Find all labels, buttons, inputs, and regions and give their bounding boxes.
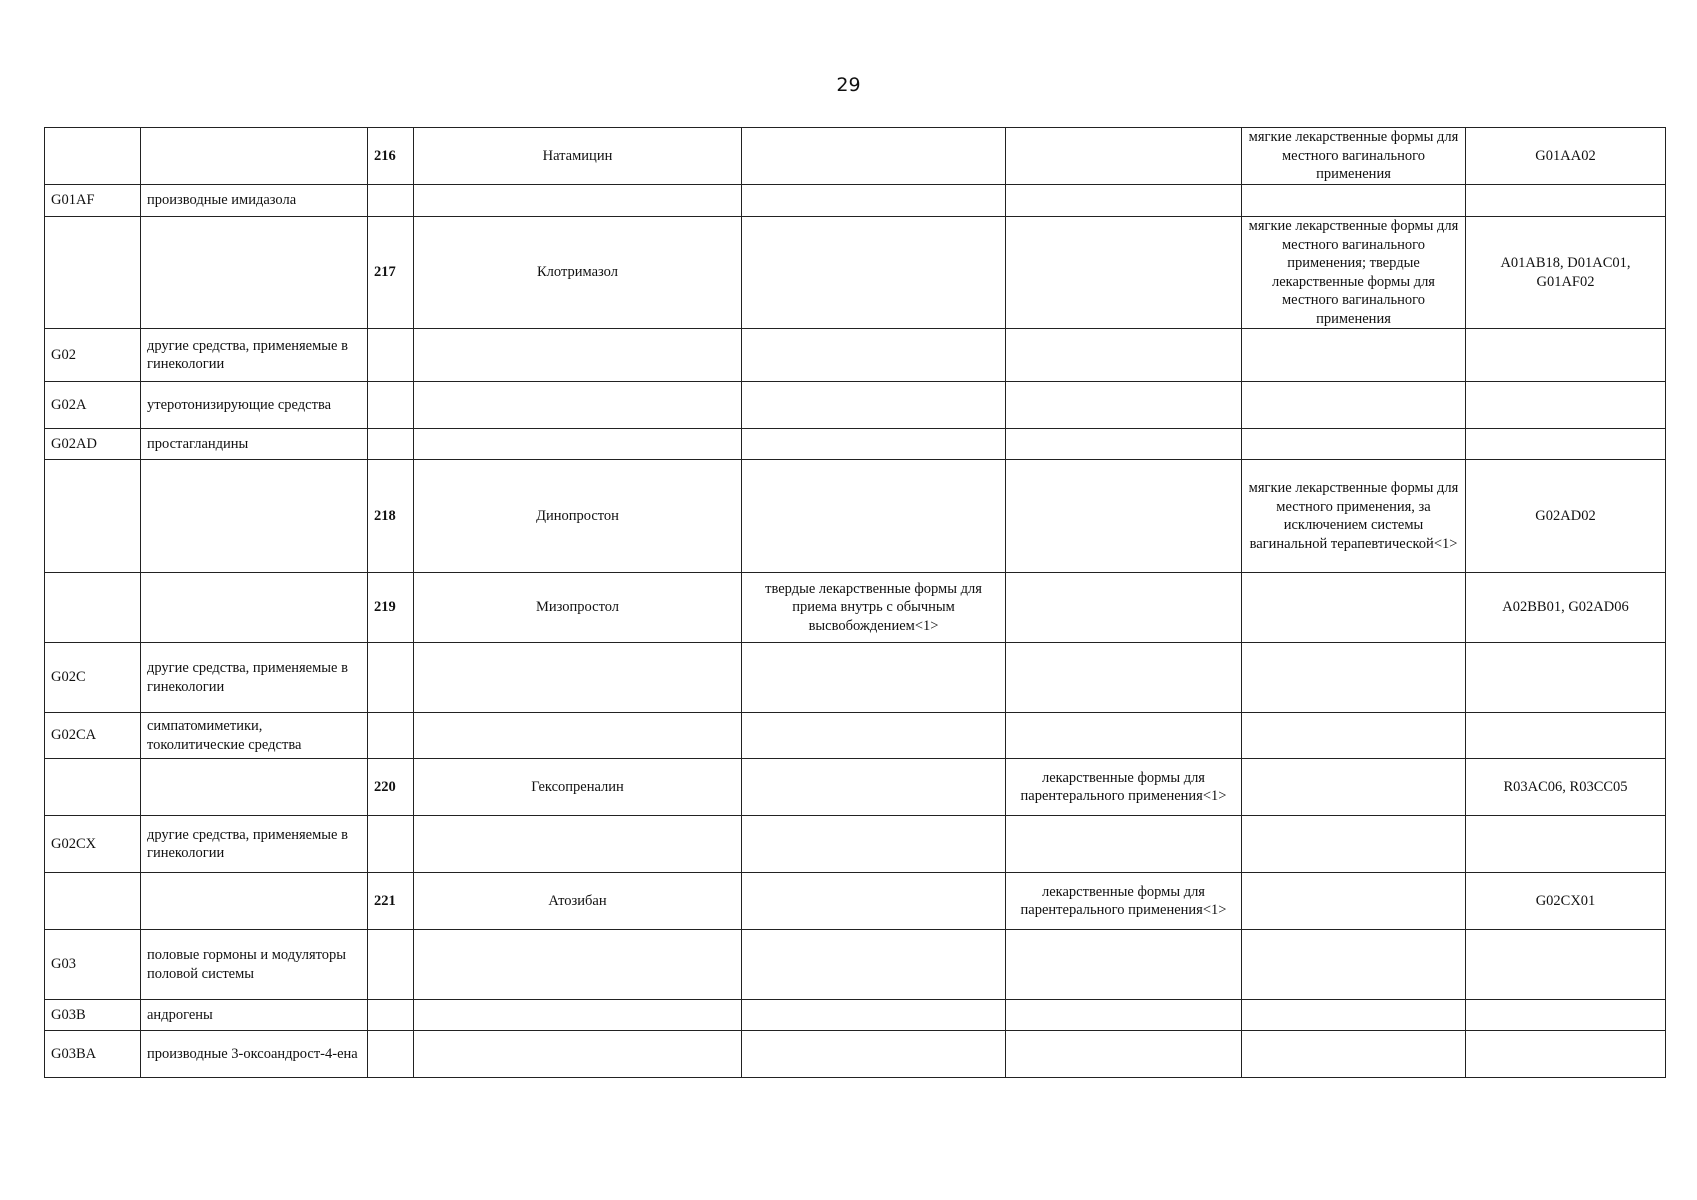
dosage-form-parenteral-cell: лекарственные формы для парентерального применения<1>: [1006, 759, 1242, 816]
item-number-cell: [368, 816, 414, 873]
item-number-cell: [368, 329, 414, 382]
atc-code-cell: [1466, 382, 1666, 429]
table-row: [45, 573, 1666, 643]
table-row: [45, 460, 1666, 573]
atc-code-cell: G02AD02: [1466, 460, 1666, 573]
atc-code-cell: G01AA02: [1466, 128, 1666, 185]
atc-code-cell: [1466, 185, 1666, 217]
dosage-form-oral-cell: [742, 1031, 1006, 1078]
atc-code-cell: [1466, 1031, 1666, 1078]
drug-name-cell: Динопростон: [414, 460, 742, 573]
dosage-form-local-cell: [1242, 816, 1466, 873]
item-number-cell: [368, 185, 414, 217]
dosage-form-oral-cell: твердые лекарственные формы для приема внутрь с обычным высвобождением<1>: [742, 573, 1006, 643]
dosage-form-oral-cell: [742, 1000, 1006, 1031]
dosage-form-oral-cell: [742, 713, 1006, 759]
dosage-form-oral-cell: [742, 217, 1006, 329]
atc-group-code-cell: [45, 128, 141, 185]
atc-group-name-cell: [141, 460, 368, 573]
dosage-form-parenteral-cell: [1006, 329, 1242, 382]
atc-code-cell: [1466, 643, 1666, 713]
atc-group-name-cell: [141, 573, 368, 643]
dosage-form-local-cell: [1242, 713, 1466, 759]
item-number-cell: [368, 1000, 414, 1031]
atc-group-name-cell: половые гормоны и модуляторы половой системы: [141, 930, 368, 1000]
drug-name-cell: Атозибан: [414, 873, 742, 930]
dosage-form-oral-cell: [742, 329, 1006, 382]
drug-name-cell: Клотримазол: [414, 217, 742, 329]
item-number-cell: 220: [368, 759, 414, 816]
dosage-form-local-cell: [1242, 1000, 1466, 1031]
table-row: [45, 382, 1666, 429]
dosage-form-oral-cell: [742, 643, 1006, 713]
dosage-form-oral-cell: [742, 128, 1006, 185]
dosage-form-parenteral-cell: [1006, 713, 1242, 759]
atc-group-name-cell: производные 3-оксоандрост-4-ена: [141, 1031, 368, 1078]
drug-name-cell: Гексопреналин: [414, 759, 742, 816]
dosage-form-parenteral-cell: [1006, 128, 1242, 185]
atc-group-code-cell: [45, 460, 141, 573]
atc-code-cell: [1466, 816, 1666, 873]
atc-code-cell: [1466, 930, 1666, 1000]
atc-group-code-cell: [45, 217, 141, 329]
drug-name-cell: [414, 930, 742, 1000]
dosage-form-oral-cell: [742, 429, 1006, 460]
table-row: [45, 217, 1666, 329]
dosage-form-oral-cell: [742, 930, 1006, 1000]
atc-group-code-cell: G02CX: [45, 816, 141, 873]
dosage-form-parenteral-cell: [1006, 217, 1242, 329]
atc-code-cell: [1466, 429, 1666, 460]
atc-code-cell: [1466, 329, 1666, 382]
atc-group-name-cell: производные имидазола: [141, 185, 368, 217]
item-number-cell: 216: [368, 128, 414, 185]
item-number-cell: 219: [368, 573, 414, 643]
atc-group-name-cell: другие средства, применяемые в гинекологии: [141, 643, 368, 713]
dosage-form-local-cell: [1242, 1031, 1466, 1078]
drug-name-cell: [414, 382, 742, 429]
atc-code-cell: A01AB18, D01AC01, G01AF02: [1466, 217, 1666, 329]
dosage-form-local-cell: [1242, 573, 1466, 643]
drug-list-table: [44, 127, 1666, 1078]
atc-group-code-cell: G02: [45, 329, 141, 382]
drug-name-cell: [414, 185, 742, 217]
atc-group-name-cell: [141, 217, 368, 329]
atc-group-code-cell: G03B: [45, 1000, 141, 1031]
drug-name-cell: [414, 816, 742, 873]
dosage-form-parenteral-cell: [1006, 1000, 1242, 1031]
drug-name-cell: [414, 643, 742, 713]
atc-group-code-cell: [45, 873, 141, 930]
atc-group-code-cell: G02CA: [45, 713, 141, 759]
table-row: [45, 759, 1666, 816]
dosage-form-local-cell: [1242, 759, 1466, 816]
atc-group-name-cell: утеротонизирующие средства: [141, 382, 368, 429]
item-number-cell: 218: [368, 460, 414, 573]
atc-group-code-cell: [45, 759, 141, 816]
atc-code-cell: A02BB01, G02AD06: [1466, 573, 1666, 643]
atc-group-code-cell: G03: [45, 930, 141, 1000]
atc-group-name-cell: симпатомиметики, токолитические средства: [141, 713, 368, 759]
drug-name-cell: [414, 1000, 742, 1031]
dosage-form-parenteral-cell: [1006, 643, 1242, 713]
dosage-form-parenteral-cell: лекарственные формы для парентерального применения<1>: [1006, 873, 1242, 930]
item-number-cell: 221: [368, 873, 414, 930]
dosage-form-parenteral-cell: [1006, 1031, 1242, 1078]
table-row: [45, 185, 1666, 217]
table-row: [45, 643, 1666, 713]
table-row: [45, 1000, 1666, 1031]
dosage-form-parenteral-cell: [1006, 930, 1242, 1000]
item-number-cell: [368, 713, 414, 759]
table-row: [45, 329, 1666, 382]
dosage-form-parenteral-cell: [1006, 382, 1242, 429]
dosage-form-oral-cell: [742, 816, 1006, 873]
atc-group-name-cell: [141, 128, 368, 185]
item-number-cell: 217: [368, 217, 414, 329]
drug-name-cell: [414, 429, 742, 460]
dosage-form-local-cell: мягкие лекарственные формы для местного вагинального применения: [1242, 128, 1466, 185]
atc-code-cell: [1466, 1000, 1666, 1031]
table-row: [45, 429, 1666, 460]
dosage-form-oral-cell: [742, 873, 1006, 930]
atc-group-code-cell: G01AF: [45, 185, 141, 217]
dosage-form-local-cell: [1242, 185, 1466, 217]
table-row: [45, 816, 1666, 873]
item-number-cell: [368, 1031, 414, 1078]
drug-name-cell: Натамицин: [414, 128, 742, 185]
drug-name-cell: [414, 329, 742, 382]
drug-name-cell: [414, 713, 742, 759]
dosage-form-local-cell: [1242, 329, 1466, 382]
drug-name-cell: [414, 1031, 742, 1078]
atc-group-name-cell: андрогены: [141, 1000, 368, 1031]
dosage-form-oral-cell: [742, 460, 1006, 573]
atc-group-code-cell: G03BA: [45, 1031, 141, 1078]
atc-code-cell: R03AC06, R03CC05: [1466, 759, 1666, 816]
atc-group-code-cell: [45, 573, 141, 643]
item-number-cell: [368, 643, 414, 713]
item-number-cell: [368, 930, 414, 1000]
dosage-form-local-cell: мягкие лекарственные формы для местного вагинального применения; твердые лекарственные формы для местного вагинального применения: [1242, 217, 1466, 329]
dosage-form-parenteral-cell: [1006, 185, 1242, 217]
table-row: [45, 1031, 1666, 1078]
table-row: [45, 128, 1666, 185]
item-number-cell: [368, 382, 414, 429]
dosage-form-parenteral-cell: [1006, 816, 1242, 873]
dosage-form-oral-cell: [742, 759, 1006, 816]
atc-group-code-cell: G02A: [45, 382, 141, 429]
dosage-form-local-cell: [1242, 930, 1466, 1000]
dosage-form-local-cell: [1242, 382, 1466, 429]
atc-group-code-cell: G02AD: [45, 429, 141, 460]
atc-group-name-cell: другие средства, применяемые в гинекологии: [141, 329, 368, 382]
dosage-form-oral-cell: [742, 382, 1006, 429]
atc-group-code-cell: G02C: [45, 643, 141, 713]
table-row: [45, 713, 1666, 759]
atc-code-cell: [1466, 713, 1666, 759]
table-row: [45, 930, 1666, 1000]
dosage-form-local-cell: [1242, 429, 1466, 460]
item-number-cell: [368, 429, 414, 460]
atc-code-cell: G02CX01: [1466, 873, 1666, 930]
dosage-form-oral-cell: [742, 185, 1006, 217]
dosage-form-local-cell: [1242, 643, 1466, 713]
dosage-form-parenteral-cell: [1006, 429, 1242, 460]
atc-group-name-cell: простагландины: [141, 429, 368, 460]
page-number: 29: [836, 74, 861, 96]
table-row: [45, 873, 1666, 930]
atc-group-name-cell: [141, 759, 368, 816]
dosage-form-local-cell: [1242, 873, 1466, 930]
drug-name-cell: Мизопростол: [414, 573, 742, 643]
dosage-form-parenteral-cell: [1006, 573, 1242, 643]
atc-group-name-cell: [141, 873, 368, 930]
atc-group-name-cell: другие средства, применяемые в гинекологии: [141, 816, 368, 873]
dosage-form-local-cell: мягкие лекарственные формы для местного применения, за исключением системы вагинальной терапевтической<1>: [1242, 460, 1466, 573]
dosage-form-parenteral-cell: [1006, 460, 1242, 573]
